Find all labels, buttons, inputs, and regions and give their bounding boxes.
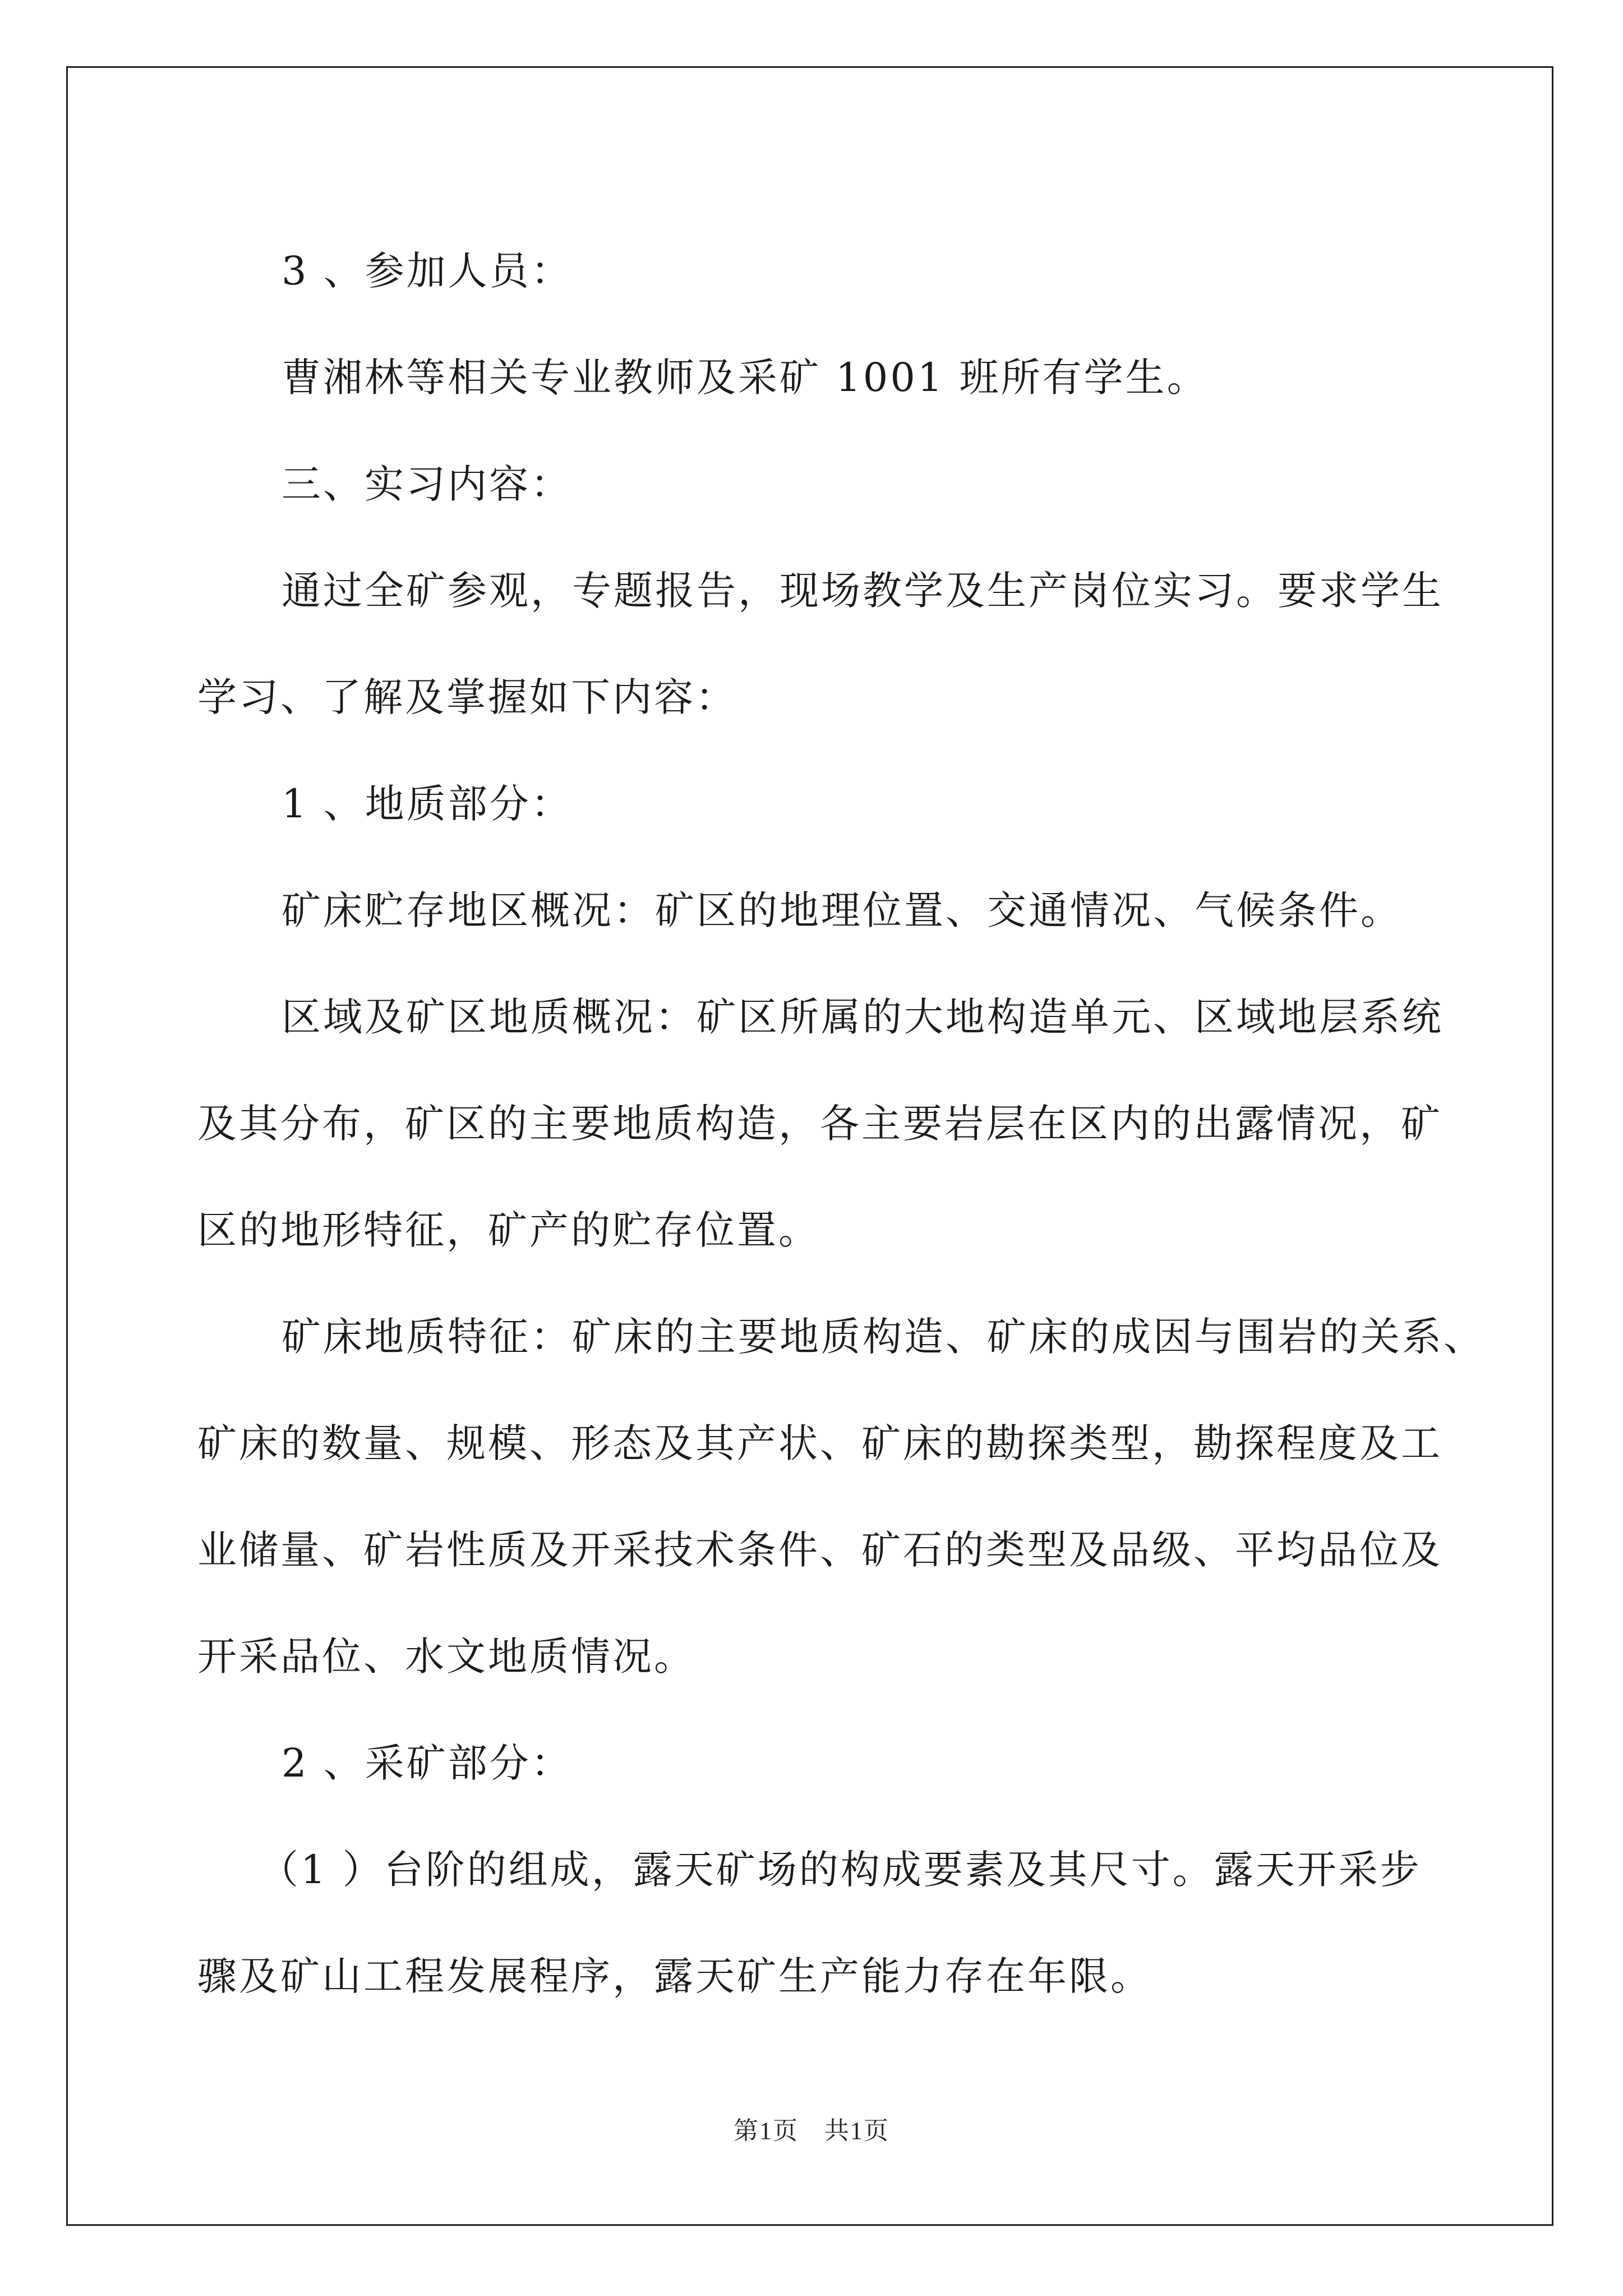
paragraph-line: 区域及矿区地质概况：矿区所属的大地构造单元、区域地层系统 (282, 994, 1444, 1040)
paragraph-line: 矿床的数量、规模、形态及其产状、矿床的勘探类型，勘探程度及工 (197, 1420, 1442, 1466)
paragraph-line: 3 、参加人员： (282, 248, 573, 294)
paragraph-line: 通过全矿参观，专题报告，现场教学及生产岗位实习。要求学生 (282, 568, 1444, 614)
paragraph-line: 学习、了解及掌握如下内容： (197, 674, 737, 720)
subsection-heading: 2 、采矿部分： (282, 1740, 573, 1786)
paragraph-line: 开采品位、水文地质情况。 (197, 1634, 695, 1680)
paragraph-line: 及其分布，矿区的主要地质构造，各主要岩层在区内的出露情况，矿 (197, 1101, 1442, 1147)
section-heading: 三、实习内容： (282, 461, 572, 507)
subsection-heading: 1 、地质部分： (282, 781, 573, 827)
paragraph-line: 矿床地质特征：矿床的主要地质构造、矿床的成因与围岩的关系、 (282, 1314, 1485, 1360)
paragraph-line: （1 ）台阶的组成，露天矿场的构成要素及其尺寸。露天开采步 (259, 1847, 1422, 1893)
paragraph-line: 曹湘林等相关专业教师及采矿 1001 班所有学生。 (282, 355, 1209, 401)
paragraph-line: 骤及矿山工程发展程序，露天矿生产能力存在年限。 (197, 1953, 1152, 1999)
page-number-footer: 第1页 共1页 (734, 2117, 889, 2145)
paragraph-line: 区的地形特征，矿产的贮存位置。 (197, 1207, 820, 1253)
document-body (197, 218, 1485, 2030)
paragraph-line: 矿床贮存地区概况：矿区的地理位置、交通情况、气候条件。 (282, 887, 1402, 933)
paragraph-line: 业储量、矿岩性质及开采技术条件、矿石的类型及品级、平均品位及 (197, 1527, 1442, 1573)
